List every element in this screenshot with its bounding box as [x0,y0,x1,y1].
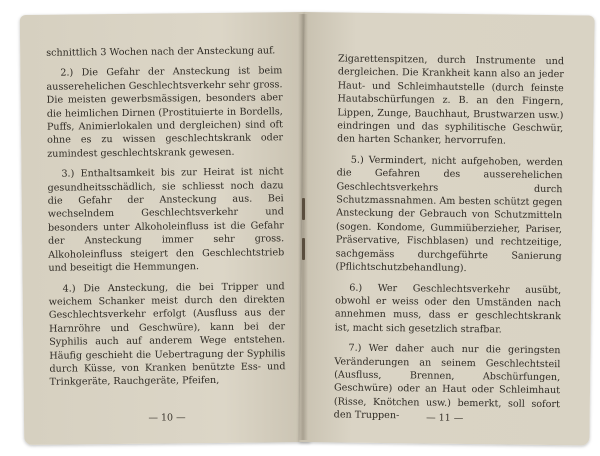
paragraph: 3.) Enthaltsamkeit bis zur Heirat ist nicht gesundheitsschädlich, sie schliesst noch dazu die Gefahr der Ansteckung aus. Bei wechselndem Geschlechtsverkehr und besonders unter Alkoholeinfluss ist die Gefahr der Ansteckung immer sehr gross. Alkoholeinfluss steigert den Geschlechtstrieb und beseitigt die Hemmungen. [47,166,285,274]
book-spine [298,14,308,440]
right-page [299,12,594,446]
paragraph: 4.) Die Ansteckung, die bei Tripper und weichem Schanker meist durch den direkten Geschlechtsverkehr erfolgt (Ausfluss aus der Harnröhre und Geschwüre), kann bei der Syphilis auch auf anderem Wege entstehen. Häufig geschieht die Uebertragung der Syphilis durch Küsse, von Kranken benützte Ess- und Trinkgeräte, Rauchgeräte, Pfeifen, [48,280,286,389]
left-page-text [46,44,286,396]
paragraph: 6.) Wer Geschlechtsverkehr ausübt, obwohl er weiss oder den Umständen nach annehmen muss, dass er geschlechtskrank ist, macht sich gesetzlich strafbar. [334,282,562,336]
right-page-text [334,52,565,431]
paragraph: 2.) Die Gefahr der Ansteckung ist beim ausserehelichen Geschlechtsverkehr sehr gross. Die meisten gewerbsmässigen, besonders aber die heimlichen Dirnen (Prostituierte in Bordells, Puffs, Animierlokalen und dergleichen) sind oft ohne es zu wissen geschlechtskrank oder zumindest geschlechtskrank gewesen. [46,65,284,160]
left-page [20,12,310,445]
paragraph: schnittlich 3 Wochen nach der Ansteckung auf. [46,45,276,59]
page-number: — 11 — [426,412,464,424]
staple [302,238,305,260]
page-number: — 10 — [148,412,186,424]
paragraph: 7.) Wer daher auch nur die geringsten Veränderungen an seinem Geschlechtsteil (Ausfluss, Brennen, Abschürfungen, Geschwüre) oder an Haut oder Schleimhaut (Risse, Knötchen usw.) bemerkt, soll sofort den Truppen- [333,342,561,422]
staple [302,198,305,220]
paragraph: 5.) Vermindert, nicht aufgehoben, werden die Gefahren des ausserehelichen Geschlechtsverkehrs durch Schutzmassnahmen. Am besten schützt gegen Ansteckung der Gebrauch von Schutzmitteln (sogen. Kondome, Gummiüberzieher, Pariser, Präservative, Fischblasen) und rechtzeitige, sachgemäss durchgeführte Sanierung (Pflichtschutzbehandlung). [335,154,563,275]
open-booklet [22,12,588,442]
paragraph: Zigarettenspitzen, durch Instrumente und dergleichen. Die Krankheit kann also an jeder Haut- und Schleimhautstelle (durch feinste Hautabschürfungen z. B. an den Fingern, Lippen, Zunge, Bauchhaut, Brustwarzen usw.) eindringen und das syphilitische Geschwür, den harten Schanker, hervorrufen. [337,53,565,147]
